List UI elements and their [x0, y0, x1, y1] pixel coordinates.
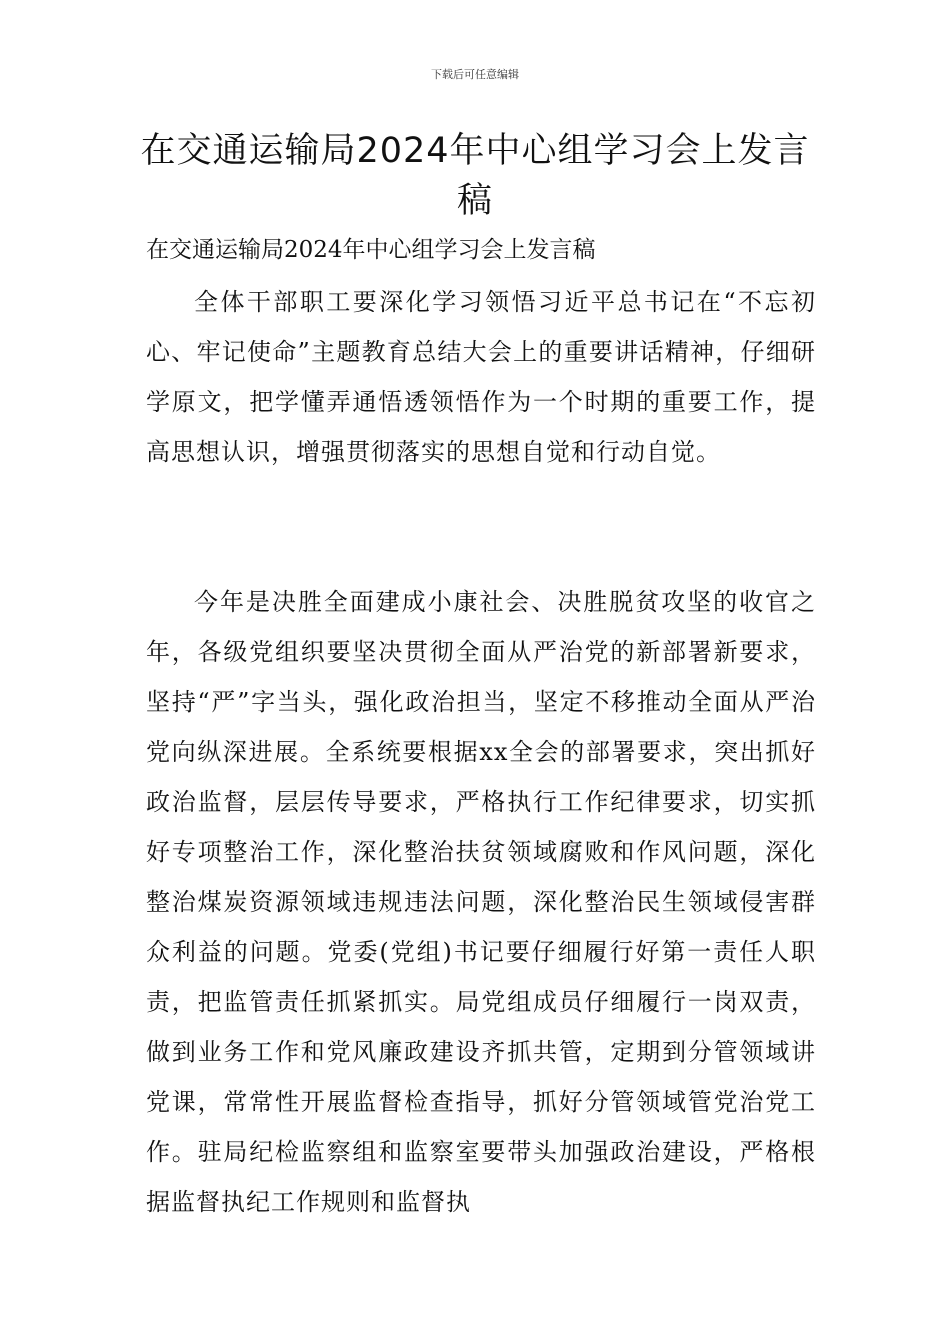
- paragraph-1: 全体干部职工要深化学习领悟习近平总书记在“不忘初心、牢记使命”主题教育总结大会上的重要讲话精神，仔细研学原文，把学懂弄通悟透领悟作为一个时期的重要工作，提高思想认识，增强贯彻落实的思想自觉和行动自觉。: [146, 288, 816, 466]
- paragraph-2: 今年是决胜全面建成小康社会、决胜脱贫攻坚的收官之年，各级党组织要坚决贯彻全面从严治党的新部署新要求，坚持“严”字当头，强化政治担当，坚定不移推动全面从严治党向纵深进展。全系统要根据xx全会的部署要求，突出抓好政治监督，层层传导要求，严格执行工作纪律要求，切实抓好专项整治工作，深化整治扶贫领域腐败和作风问题，深化整治煤炭资源领域违规违法问题，深化整治民生领域侵害群众利益的问题。党委(党组)书记要仔细履行好第一责任人职责，把监管责任抓紧抓实。局党组成员仔细履行一岗双责，做到业务工作和党风廉政建设齐抓共管，定期到分管领域讲党课，常常性开展监督检查指导，抓好分管领域管党治党工作。驻局纪检监察组和监察室要带头加强政治建设，严格根据监督执纪工作规则和监督执: [146, 588, 816, 1216]
- header-note: 下载后可任意编辑: [431, 68, 519, 81]
- document-subtitle: 在交通运输局2024年中心组学习会上发言稿: [146, 237, 596, 263]
- document-title: 在交通运输局2024年中心组学习会上发言稿: [140, 131, 810, 221]
